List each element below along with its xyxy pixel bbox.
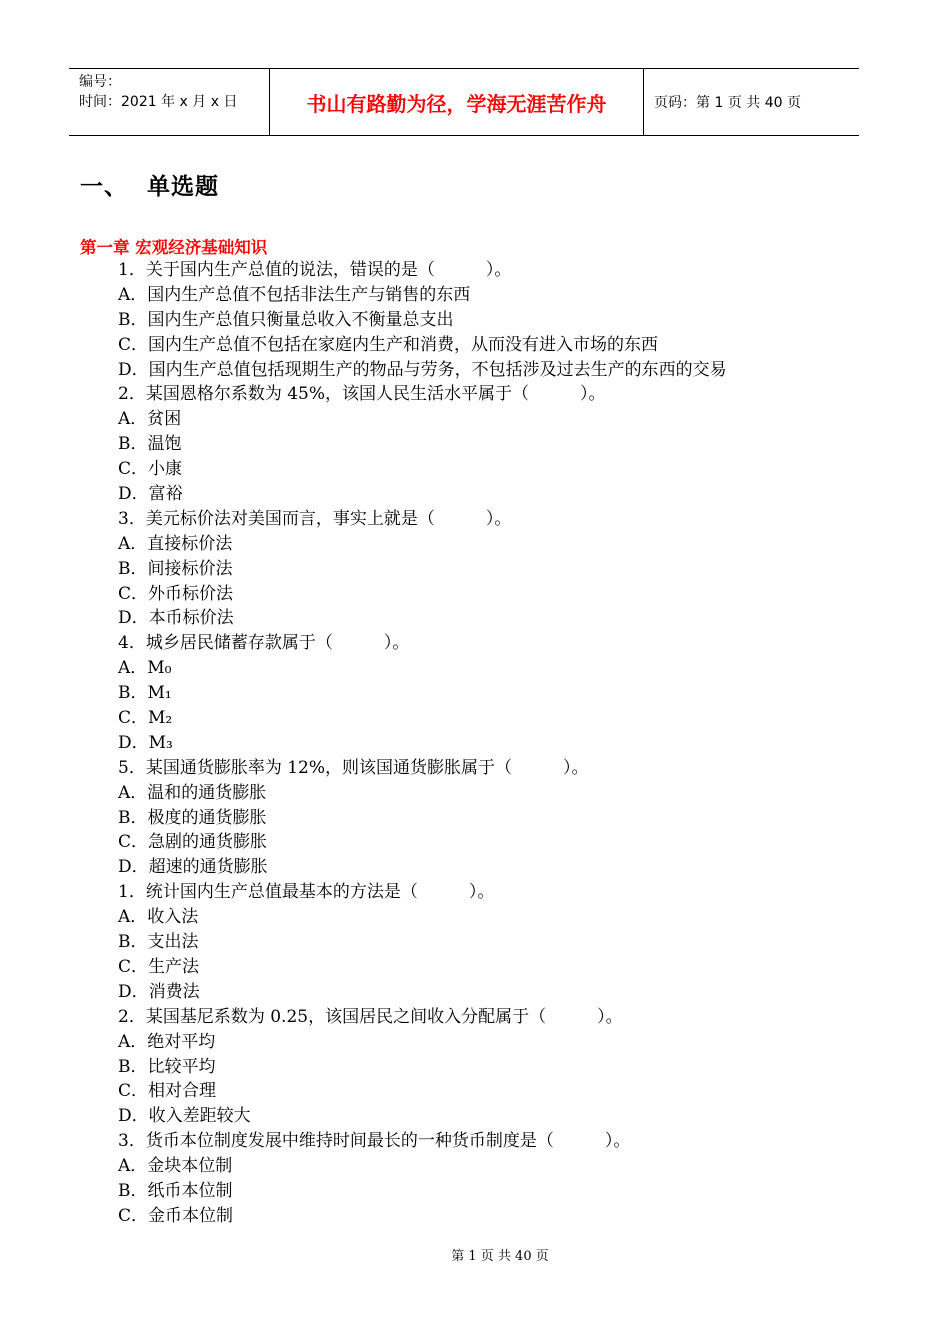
answer-option: B．温饱 [118, 434, 182, 455]
question-text: 2．某国恩格尔系数为 45%，该国人民生活水平属于（ ）。 [118, 384, 606, 405]
answer-option: B．纸币本位制 [118, 1180, 233, 1201]
question-text: 5．某国通货膨胀率为 12%，则该国通货膨胀属于（ ）。 [118, 757, 589, 778]
question-text: 4．城乡居民储蓄存款属于（ ）。 [118, 633, 410, 654]
answer-option: B．国内生产总值只衡量总收入不衡量总支出 [118, 309, 454, 330]
answer-option: B．极度的通货膨胀 [118, 807, 267, 828]
answer-option: B．支出法 [118, 932, 199, 953]
answer-option: B．M₁ [118, 683, 172, 704]
answer-option: D．本币标价法 [118, 608, 234, 629]
section-title [80, 168, 219, 201]
answer-option: C．生产法 [118, 956, 200, 977]
question-text: 1．统计国内生产总值最基本的方法是（ ）。 [118, 882, 495, 903]
answer-option: A．直接标价法 [118, 533, 233, 554]
header-meta [69, 69, 270, 135]
chapter-title: 第一章 宏观经济基础知识 [80, 238, 268, 257]
answer-option: A．温和的通货膨胀 [118, 782, 267, 803]
answer-option: D．消费法 [118, 981, 200, 1002]
answer-option: A．收入法 [118, 907, 199, 928]
answer-option: B．比较平均 [118, 1056, 216, 1077]
question-list [118, 258, 848, 1229]
answer-option: A．国内生产总值不包括非法生产与销售的东西 [118, 284, 471, 305]
section-title-text: 单选题 [147, 174, 219, 200]
answer-option: A．金块本位制 [118, 1156, 233, 1177]
header-page-number: 页码：第 1 页 共 40 页 [654, 95, 801, 111]
document-number-label: 编号： [79, 74, 121, 90]
answer-option: B．间接标价法 [118, 558, 233, 579]
answer-option: C．相对合理 [118, 1081, 217, 1102]
question-text: 1．关于国内生产总值的说法，错误的是（ ）。 [118, 260, 512, 280]
header-motto: 书山有路勤为径，学海无涯苦作舟 [270, 69, 644, 135]
answer-option: C．外币标价法 [118, 583, 234, 604]
answer-option: C．急剧的通货膨胀 [118, 832, 268, 853]
answer-option: D．M₃ [118, 732, 173, 753]
answer-option: A．贫困 [118, 409, 182, 430]
answer-option: C．国内生产总值不包括在家庭内生产和消费，从而没有进入市场的东西 [118, 334, 659, 355]
answer-option: C．金币本位制 [118, 1205, 234, 1226]
answer-option: A．绝对平均 [118, 1031, 216, 1052]
question-text: 2．某国基尼系数为 0.25，该国居民之间收入分配属于（ ）。 [118, 1006, 623, 1027]
question-text: 3．美元标价法对美国而言，事实上就是（ ）。 [118, 508, 512, 529]
answer-option: D．收入差距较大 [118, 1106, 251, 1127]
section-number: 一、 [80, 174, 128, 200]
answer-option: A．M₀ [118, 658, 172, 679]
answer-option: C．M₂ [118, 708, 173, 729]
document-time-label: 时间：2021 年 x 月 x 日 [79, 94, 238, 110]
answer-option: D．富裕 [118, 484, 183, 505]
answer-option: D．国内生产总值包括现期生产的物品与劳务，不包括涉及过去生产的东西的交易 [118, 359, 727, 380]
page-footer: 第 1 页 共 40 页 [451, 1249, 549, 1264]
page-header [69, 68, 859, 136]
answer-option: C．小康 [118, 459, 183, 480]
answer-option: D．超速的通货膨胀 [118, 857, 268, 878]
question-text: 3．货币本位制度发展中维持时间最长的一种货币制度是（ ）。 [118, 1131, 631, 1152]
